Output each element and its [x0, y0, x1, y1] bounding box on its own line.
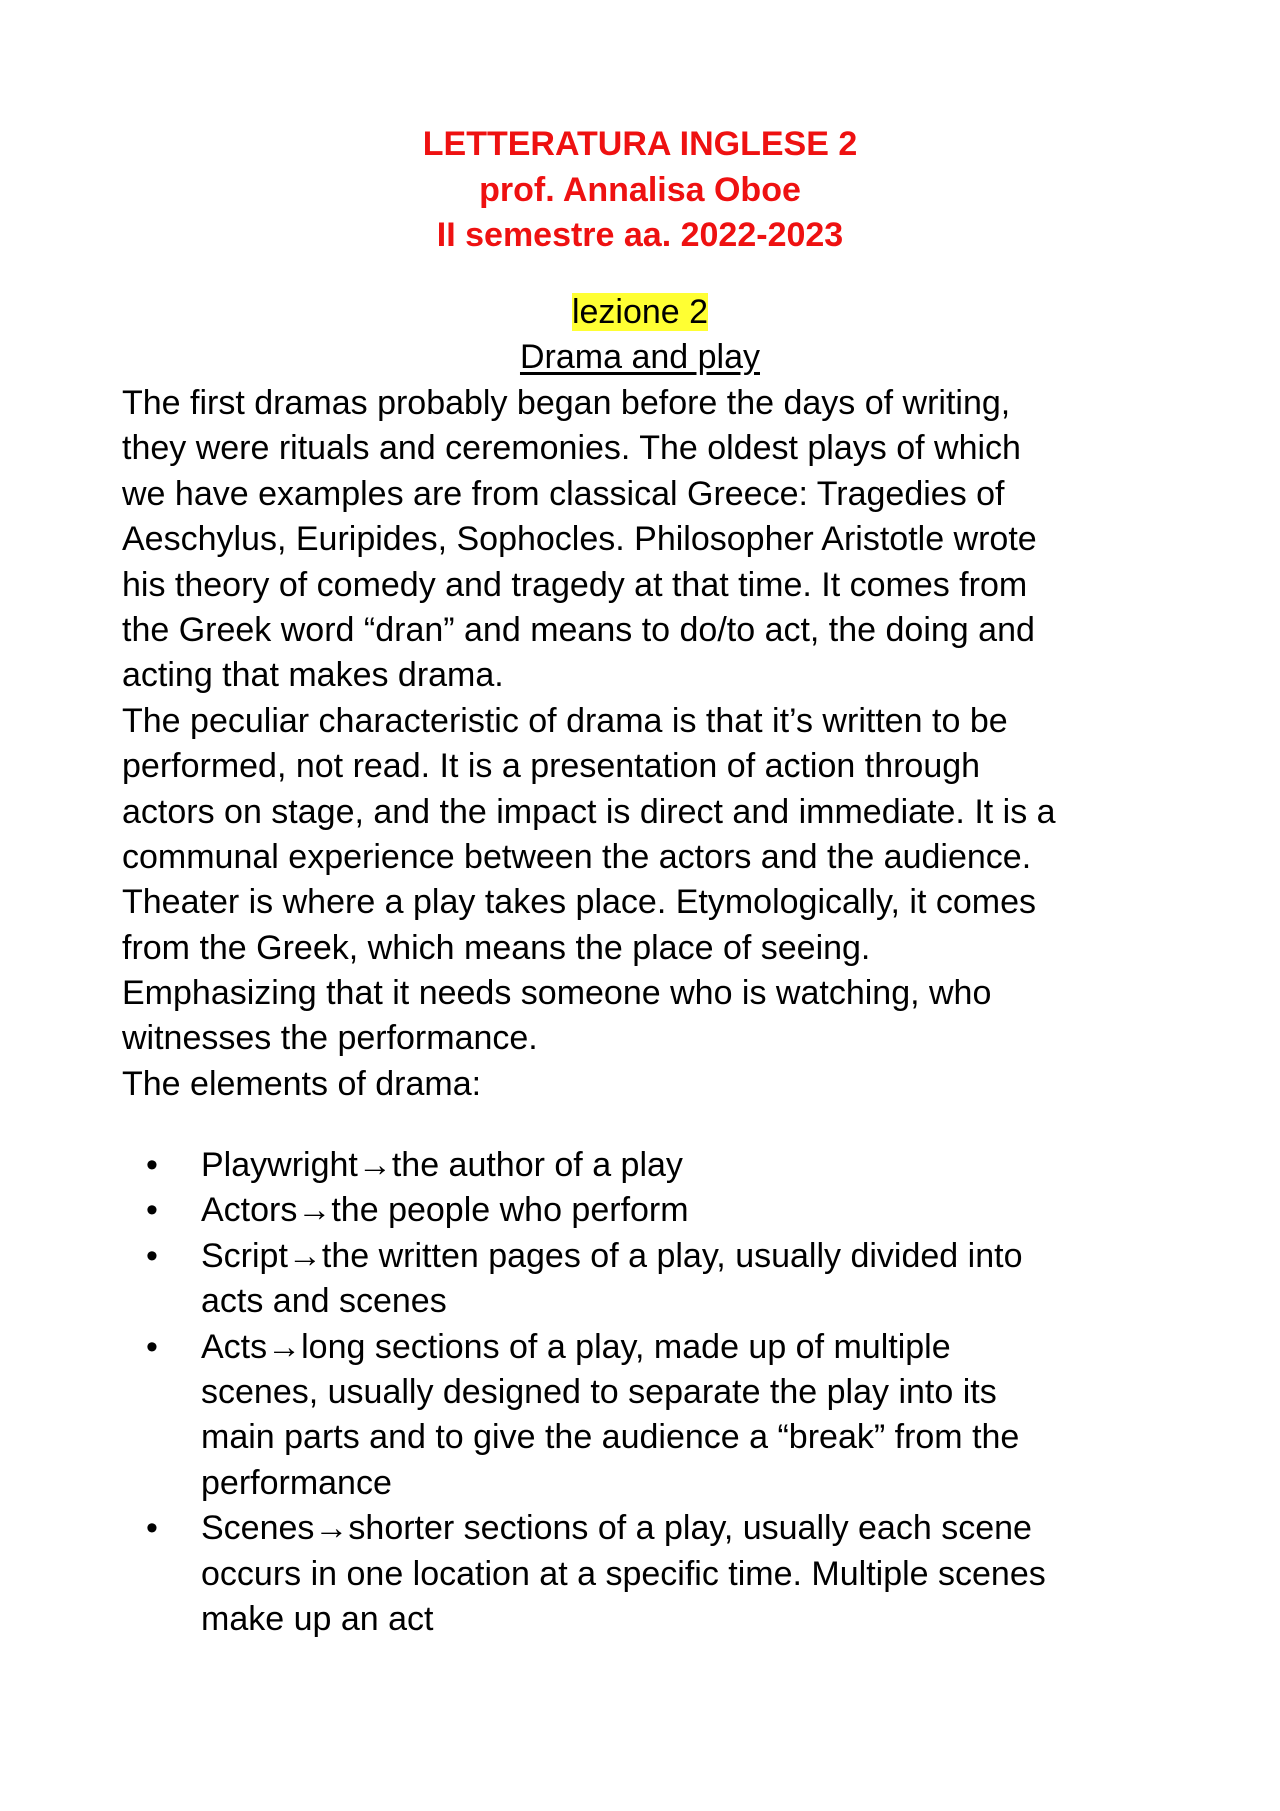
- bullet-icon: •: [146, 1509, 158, 1548]
- body-line: the Greek word “dran” and means to do/to act, the doing and: [122, 610, 1035, 649]
- body-line: Aeschylus, Euripides, Sophocles. Philosopher Aristotle wrote: [122, 520, 1037, 559]
- section-title-text: Drama and play: [519, 338, 760, 376]
- list-item-script: [122, 1234, 1222, 1325]
- drama-elements-list: [122, 1143, 1222, 1642]
- body-line: they were rituals and ceremonies. The oldest plays of which: [122, 429, 1021, 468]
- semester-info: II semestre aa. 2022-2023: [436, 216, 844, 254]
- bullet-icon: •: [146, 1327, 158, 1366]
- body-line: Theater is where a play takes place. Etymologically, it comes: [122, 883, 1036, 922]
- body-line: witnesses the performance.: [122, 1019, 538, 1058]
- body-line: his theory of comedy and tragedy at that time. It comes from: [122, 565, 1028, 604]
- body-line: from the Greek, which means the place of seeing.: [122, 928, 871, 967]
- body-line: actors on stage, and the impact is direct and immediate. It is a: [122, 792, 1056, 831]
- list-item-line: performance: [201, 1463, 392, 1502]
- list-item-line: Actors→the people who perform: [201, 1191, 689, 1230]
- body-line: The elements of drama:: [122, 1064, 482, 1103]
- list-item-actors: [122, 1188, 1222, 1233]
- bullet-icon: •: [146, 1191, 158, 1230]
- lesson-number-highlight: lezione 2: [571, 293, 709, 331]
- body-line: The peculiar characteristic of drama is that it’s written to be: [122, 701, 1008, 740]
- list-item-scenes: [122, 1506, 1222, 1642]
- body-line: acting that makes drama.: [122, 656, 504, 695]
- list-item-line: Playwright→the author of a play: [201, 1146, 683, 1184]
- list-item-line: Acts→long sections of a play, made up of multiple: [201, 1327, 951, 1366]
- course-title: LETTERATURA INGLESE 2: [422, 125, 858, 163]
- body-line: we have examples are from classical Greece: Tragedies of: [122, 474, 1005, 513]
- bullet-icon: •: [146, 1146, 158, 1184]
- body-text: [122, 381, 1222, 1107]
- body-line: Emphasizing that it needs someone who is watching, who: [122, 974, 992, 1013]
- bullet-icon: •: [146, 1236, 158, 1275]
- list-item-line: Scenes→shorter sections of a play, usually each scene: [201, 1509, 1032, 1548]
- list-item-line: scenes, usually designed to separate the play into its: [201, 1372, 997, 1411]
- list-item-line: make up an act: [201, 1599, 434, 1638]
- professor-name: prof. Annalisa Oboe: [479, 170, 801, 209]
- body-line: performed, not read. It is a presentation of action through: [122, 747, 981, 786]
- section-title: [0, 335, 1280, 381]
- lesson-label: [0, 290, 1280, 336]
- list-item-line: main parts and to give the audience a “break” from the: [201, 1418, 1020, 1457]
- body-line: The first dramas probably began before the days of writing,: [122, 384, 1011, 422]
- body-line: communal experience between the actors and the audience.: [122, 837, 1032, 876]
- document-header: [0, 122, 1280, 259]
- list-item-line: Script→the written pages of a play, usually divided into: [201, 1236, 1023, 1275]
- list-item-line: acts and scenes: [201, 1282, 447, 1321]
- list-item-acts: [122, 1325, 1222, 1507]
- list-item-playwright: [122, 1143, 1222, 1188]
- list-item-line: occurs in one location at a specific time. Multiple scenes: [201, 1554, 1046, 1593]
